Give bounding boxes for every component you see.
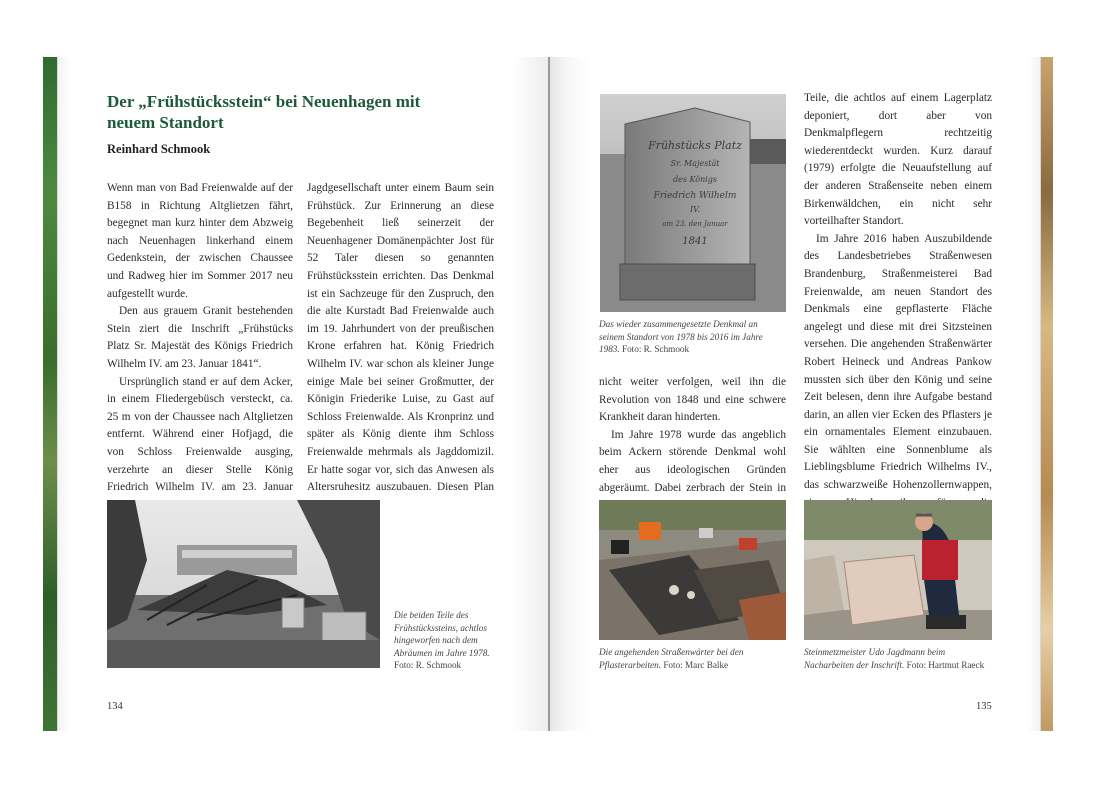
caption-text: Steinmetzmeister Udo Jagdmann beim Nacharbeiten der Inschrift.: [804, 647, 946, 670]
paragraph: Teile, die achtlos auf einem Lagerplatz deponiert, dort aber von Denkmalpflegern rechtzeitig wiederentdeckt wurden. Kurz darauf (1979) erfolgte die Neuaufstellung auf der anderen Straßenseite neben einem Birkenwäldchen, ein nicht sehr vorteilhafter Standort.: [804, 92, 992, 228]
caption-broken-stone: [394, 609, 510, 672]
photo-broken-stone-1978: [107, 500, 380, 668]
paragraph: nicht weiter verfolgen, weil ihn die Revolution von 1848 und eine schwere Krankheit daran hinderten.: [599, 376, 786, 424]
inscription-line: Friedrich Wilhelm: [653, 191, 737, 201]
caption-credit: Foto: Hartmut Raeck: [906, 659, 985, 670]
article-author: Reinhard Schmook: [107, 142, 211, 156]
caption-stone-1983: [599, 318, 785, 356]
paragraph: Den aus grauem Granit bestehenden Stein ziert die Inschrift „Frühstücks Platz Sr. Majestät des Königs Friedrich Wilhelm IV. am 23. Januar 1841“.: [107, 305, 293, 370]
inscription-line: IV.: [689, 205, 701, 214]
photo-paving-work: [599, 500, 786, 640]
paragraph: Jagdgesellschaft unter einem Baum sein Frühstück. Zur Erinnerung an diese Begebenheit ließ seinerzeit der Neuenhagener Domänenpächter Jost für 52 Taler diesen so genannten Frühstücksstein errichten. Das Denkmal ist ein Sachzeuge für den Zuspruch, den die alte Kurstadt Bad Freienwalde auch im 19. Jahrhundert von der preußischen Krone erfahren hat. König Friedrich Wilhelm IV. war schon als kleiner Junge einige Male bei seiner Großmutter, der Königin Friederike Luise, zu Gast auf Schloss Freienwalde. Als Kronprinz und später als König diente ihm Schloss Freienwalde mehrmals als Jagddomizil. Er hatte sogar vor, sich das Anwesen als Altersruhesitz auszubauen. Diesen Plan: [307, 182, 494, 494]
right-column-1: [599, 374, 786, 515]
caption-paving: [599, 646, 789, 671]
caption-text: Die beiden Teile des Frühstückssteins, achtlos hingeworfen nach dem Abräumen im Jahre 1978.: [394, 610, 490, 658]
paragraph: Im Jahre 1978 wurde das angeblich beim Ackern störende Denkmal wohl eher aus ideologischen Gründen abgeräumt. Dabei zerbrach der Stein in: [599, 428, 786, 494]
book-edge-right-image: [1041, 57, 1053, 731]
inscription-line: am 23. den Januar: [662, 220, 728, 228]
inscription-line: des Königs: [672, 175, 718, 184]
caption-text: Die angehenden Straßenwärter bei den Pflasterarbeiten.: [599, 647, 744, 670]
article-title: Der „Frühstücksstein“ bei Neuenhagen mit neuem Standort: [107, 92, 421, 132]
photo-stonemason: [804, 500, 992, 640]
paragraph: Wenn man von Bad Freienwalde auf der B158 in Richtung Altglietzen fährt, begegnet man kurz hinter dem Abzweig nach Neuenhagen linkerhand einem Gedenkstein, der zwischen Chaussee und Radweg hier im Sommer 2017 neu aufgestellt wurde.: [107, 182, 293, 300]
caption-text: Das wieder zusammengesetzte Denkmal an seinem Standort von 1978 bis 2016 im Jahre 1983.: [599, 319, 763, 354]
right-column-2: [804, 90, 992, 565]
left-column-1: [107, 180, 293, 514]
book-gutter: [548, 57, 550, 731]
inscription-line: Sr. Majestät: [670, 159, 720, 168]
caption-stonemason: [804, 646, 992, 671]
inscription-line: Frühstücks Platz: [648, 139, 742, 152]
paragraph: Ursprünglich stand er auf dem Acker, in einem Fliedergebüsch versteckt, ca. 25 m von der Chaussee nach Altglietzen entfernt. Während einer Hofjagd, die von Schloss Freienwalde ausging, verzehrte an dieser Stelle König Friedrich Wilhelm IV. am 23. Januar: [107, 375, 293, 494]
inscription-line: 1841: [682, 236, 708, 247]
caption-credit: Foto: R. Schmook: [394, 660, 462, 670]
page-number-right: 135: [976, 701, 992, 712]
photo-stone-1983: [600, 94, 786, 312]
paragraph: Im Jahre 2016 haben Auszubildende des Landesbetriebes Straßenwesen Brandenburg, Straßenmeisterei Bad Freienwalde, am neuen Standort des Denkmals eine gepflasterte Fläche angelegt und diese mit drei Sitzsteinen versehen. Die angehenden Straßenwärter Robert Heineck und Andreas Pankow mussten sich über den König und seine Zeit belesen, denn ihre Aufgabe bestand darin, an allen vier Ecken des Pflasters je ein ornamentales Element einzubauen. Sie wählten eine Sonnenblume als Lieblingsblume Friedrich Wilhelms IV., das schwarzweiße Hohenzollernwappen,: [804, 232, 992, 492]
caption-credit: Foto: Marc Balke: [663, 659, 729, 670]
page-number-left: 134: [107, 701, 123, 712]
book-edge-left-image: [43, 57, 57, 731]
caption-credit: Foto: R. Schmook: [621, 344, 690, 354]
left-column-2: [307, 180, 494, 514]
